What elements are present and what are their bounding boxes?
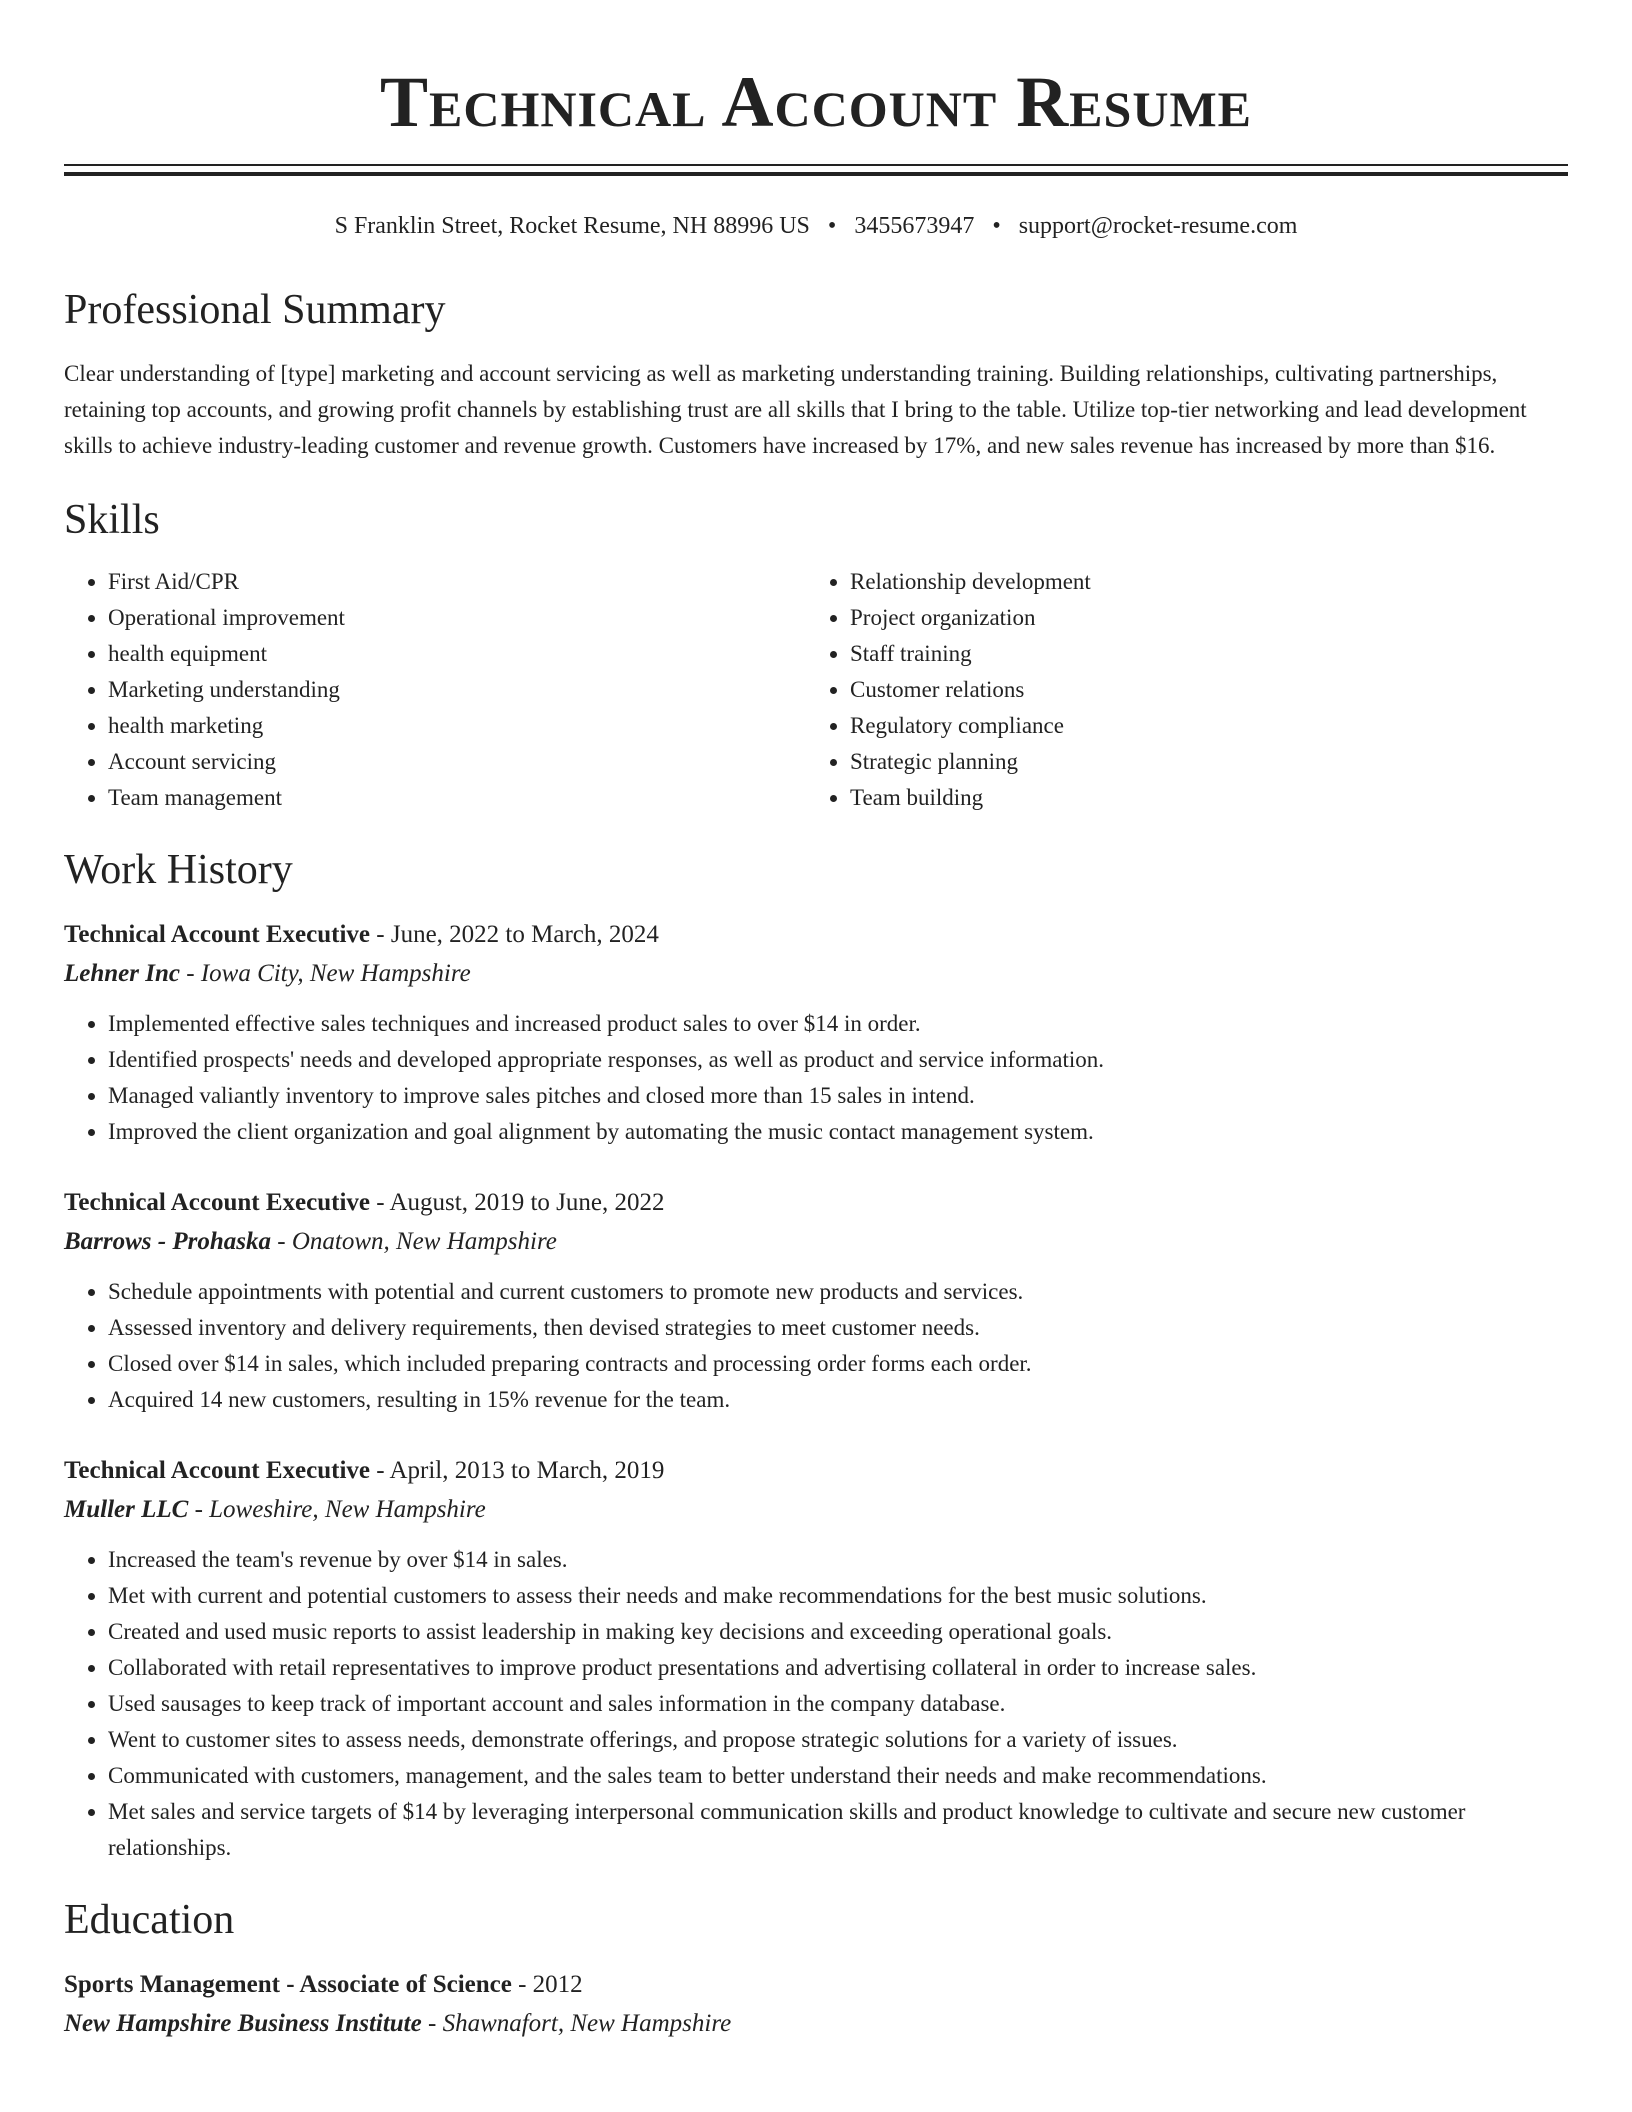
job-dates: June, 2022 to March, 2024 (390, 921, 659, 948)
degree-line: Sports Management - Associate of Science - 2012 (64, 1971, 583, 1998)
contact-separator: • (992, 213, 1001, 239)
skill-item: • Operational improvement (108, 600, 806, 636)
job-entry (64, 1184, 1568, 1418)
skills-column-right (806, 564, 1548, 816)
education-heading: Education (64, 1897, 235, 1943)
summary-text: Clear understanding of [type] marketing and account servicing as well as marketing understanding training. Building relationships, cultivating partnerships, retaining top accounts, and growing profit channels by establishing trust are all skills that I bring to the table. Utilize top-tier networking and lead development skills to achieve industry-leading customer and revenue growth. Customers have increased by 17%, and new sales revenue has increased by more than $16. (64, 361, 1527, 458)
company-location: Onatown, New Hampshire (291, 1228, 557, 1255)
job-bullets (64, 1274, 1568, 1418)
contact-address: S Franklin Street, Rocket Resume, NH 88996 US (334, 213, 810, 239)
title-divider-thick (64, 172, 1568, 176)
job-bullet: • Implemented effective sales techniques and increased product sales to over $14 in order. (108, 1006, 1568, 1042)
job-title: Technical Account Executive (64, 1457, 371, 1484)
work-history-heading: Work History (64, 847, 293, 893)
job-bullet: • Met with current and potential customers to assess their needs and make recommendations for the best music solutions. (108, 1578, 1568, 1614)
skill-item: • Staff training (850, 636, 1548, 672)
job-bullet: • Managed valiantly inventory to improve sales pitches and closed more than 15 sales in intend. (108, 1078, 1568, 1114)
company-name: Barrows - Prohaska (64, 1228, 271, 1255)
school-location: Shawnafort, New Hampshire (442, 2010, 732, 2037)
job-title-line: Technical Account Executive - April, 2013 to March, 2019 (64, 1457, 665, 1484)
company-name: Muller LLC (64, 1496, 189, 1523)
job-title: Technical Account Executive (64, 921, 371, 948)
job-dates: April, 2013 to March, 2019 (389, 1457, 665, 1484)
job-title-line: Technical Account Executive - June, 2022 to March, 2024 (64, 921, 659, 948)
education-entry (64, 1966, 1568, 2044)
company-line: Barrows - Prohaska - Onatown, New Hampshire (64, 1228, 557, 1255)
resume-title: Technical Account Resume (379, 62, 1252, 142)
skill-item: • Team building (850, 780, 1548, 816)
job-bullets (64, 1006, 1568, 1150)
job-bullet: • Collaborated with retail representatives to improve product presentations and advertising collateral in order to increase sales. (108, 1650, 1568, 1686)
skills-list (64, 564, 1568, 816)
skill-item: • Project organization (850, 600, 1548, 636)
job-bullet: • Used sausages to keep track of important account and sales information in the company database. (108, 1686, 1568, 1722)
skill-item: • Customer relations (850, 672, 1548, 708)
company-name: Lehner Inc (64, 960, 180, 987)
job-bullet: • Identified prospects' needs and developed appropriate responses, as well as product and service information. (108, 1042, 1568, 1078)
school-name: New Hampshire Business Institute (64, 2010, 422, 2037)
job-bullets (64, 1542, 1568, 1866)
skill-item: • Marketing understanding (108, 672, 806, 708)
job-bullet: • Assessed inventory and delivery requirements, then devised strategies to meet customer needs. (108, 1310, 1568, 1346)
job-bullet: • Improved the client organization and goal alignment by automating the music contact management system. (108, 1114, 1568, 1150)
job-bullet: • Increased the team's revenue by over $14 in sales. (108, 1542, 1568, 1578)
skill-item: • Team management (108, 780, 806, 816)
skill-item: • Account servicing (108, 744, 806, 780)
job-title: Technical Account Executive (64, 1189, 371, 1216)
job-bullet: • Went to customer sites to assess needs, demonstrate offerings, and propose strategic solutions for a variety of issues. (108, 1722, 1568, 1758)
title-divider-thin (64, 164, 1568, 166)
skill-item: • First Aid/CPR (108, 564, 806, 600)
summary-heading: Professional Summary (64, 287, 446, 333)
company-location: Loweshire, New Hampshire (209, 1496, 486, 1523)
skill-item: • Relationship development (850, 564, 1548, 600)
resume-page (64, 0, 1568, 2044)
contact-line (64, 210, 1568, 242)
degree-name: Sports Management - Associate of Science (64, 1971, 512, 1998)
skill-item: • health equipment (108, 636, 806, 672)
skill-item: • Regulatory compliance (850, 708, 1548, 744)
job-bullet: • Closed over $14 in sales, which included preparing contracts and processing order forms each order. (108, 1346, 1568, 1382)
company-location: Iowa City, New Hampshire (200, 960, 471, 987)
school-line: New Hampshire Business Institute - Shawnafort, New Hampshire (64, 2010, 732, 2037)
company-line: Muller LLC - Loweshire, New Hampshire (64, 1496, 486, 1523)
job-bullet: • Acquired 14 new customers, resulting in 15% revenue for the team. (108, 1382, 1568, 1418)
skills-heading: Skills (64, 497, 160, 543)
skills-column-left (64, 564, 806, 816)
job-dates: August, 2019 to June, 2022 (389, 1189, 665, 1216)
job-bullet: • Communicated with customers, management, and the sales team to better understand their needs and make recommendations. (108, 1758, 1568, 1794)
job-bullet: • Schedule appointments with potential and current customers to promote new products and services. (108, 1274, 1568, 1310)
job-bullet: • Created and used music reports to assist leadership in making key decisions and exceeding operational goals. (108, 1614, 1568, 1650)
skill-item: • Strategic planning (850, 744, 1548, 780)
job-title-line: Technical Account Executive - August, 2019 to June, 2022 (64, 1189, 665, 1216)
skill-item: • health marketing (108, 708, 806, 744)
job-bullet: • Met sales and service targets of $14 by leveraging interpersonal communication skills and product knowledge to cultivate and secure new customer relationships. (108, 1794, 1568, 1866)
contact-separator: • (827, 213, 837, 239)
job-entry (64, 1452, 1568, 1866)
company-line: Lehner Inc - Iowa City, New Hampshire (64, 960, 471, 987)
contact-email[interactable]: support@rocket-resume.com (1018, 213, 1298, 239)
job-entry (64, 916, 1568, 1150)
contact-phone: 3455673947 (854, 213, 975, 239)
degree-year: 2012 (532, 1971, 583, 1998)
